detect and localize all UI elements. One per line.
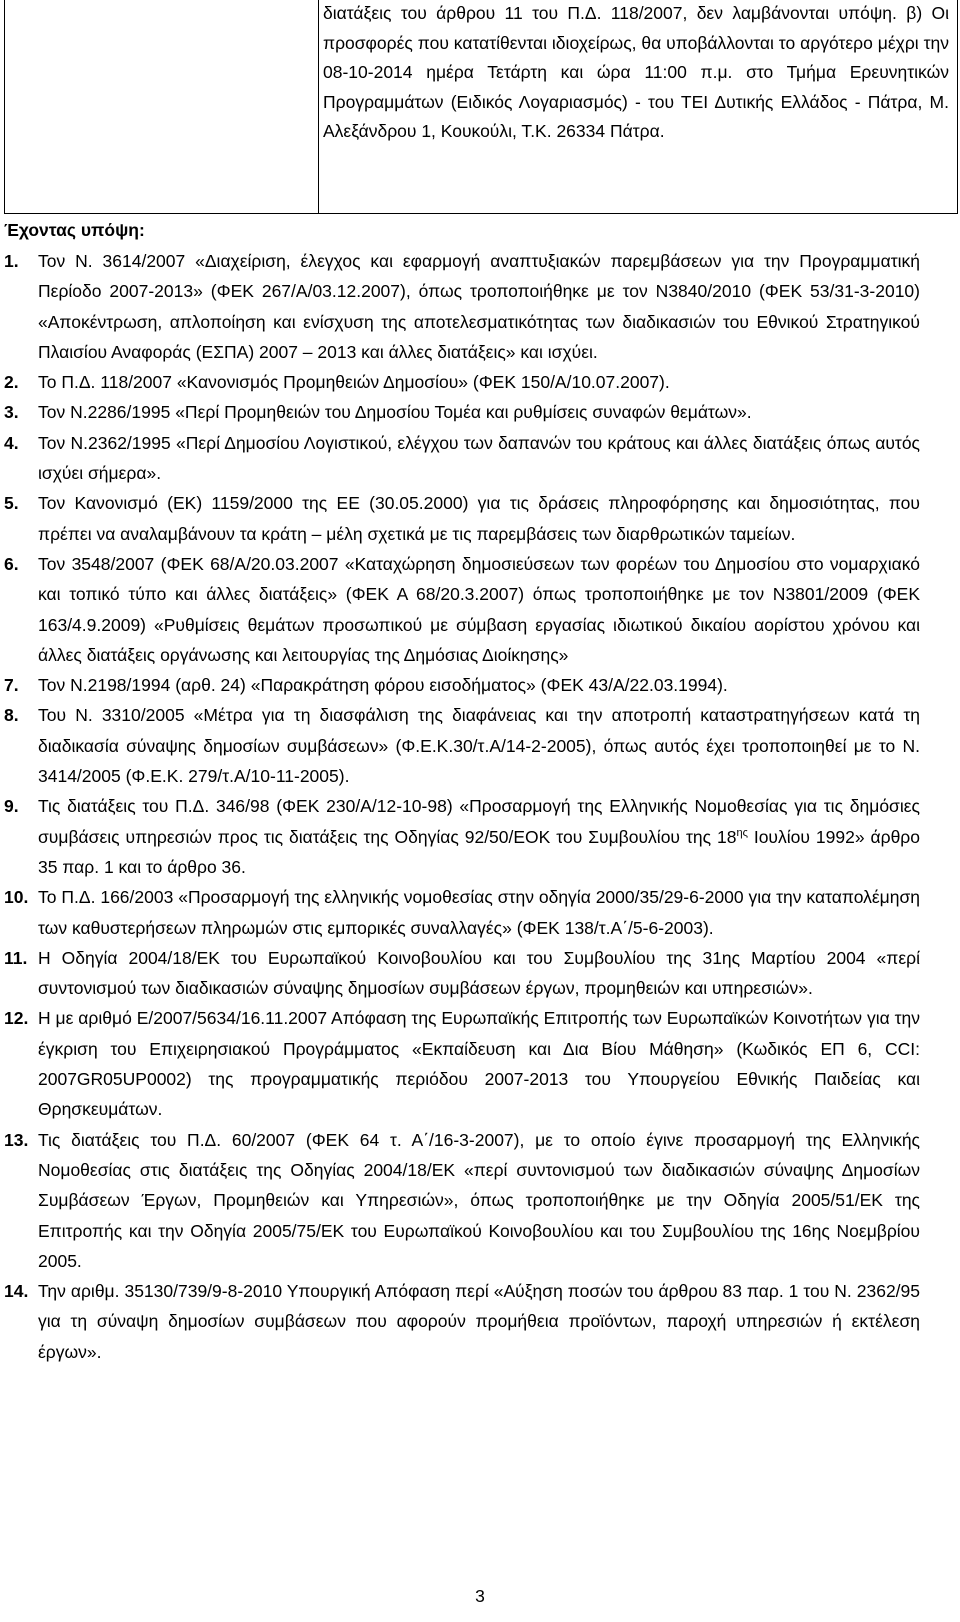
list-item (4, 882, 920, 943)
list-item-number: 5. (4, 493, 19, 514)
list-item-text: Το Π.Δ. 166/2003 «Προσαρμογή της ελληνικής νομοθεσίας στην οδηγία 2000/35/29-6-2000 για την καταπολέμηση των καθυστερήσεων πληρωμών στις εμπορικές συναλλαγές» (ΦΕΚ 138/τ.Α΄/5-6-2003). (38, 887, 920, 938)
list-item (4, 397, 920, 427)
list-item (4, 1276, 920, 1367)
list-item-text-part: Τις διατάξεις του Π.Δ. 346/98 (ΦΕΚ 230/Α/12-10-98) «Προσαρμογή της Ελληνικής Νομοθεσίας για τις δημόσιες συμβάσεις υπηρεσιών προς τις διατάξεις της Οδηγίας 92/50/ΕΟΚ του Συμβουλίου της 18 (38, 796, 920, 847)
list-item-text: Τον Ν.2362/1995 «Περί Δημοσίου Λογιστικού, ελέγχου των δαπανών του κράτους και άλλες διατάξεις όπως αυτός ισχύει σήμερα». (38, 432, 920, 484)
list-item-text-part: Ιουλίου 1992» άρθρο 35 παρ. 1 και το άρθρο 36. (38, 826, 920, 877)
list-item-text: Του Ν. 3310/2005 «Μέτρα για τη διασφάλιση της διαφάνειας και την αποτροπή καταστρατηγήσεων κατά τη διαδικασία σύναψης δημοσίων συμβάσεων» (Φ.Ε.Κ.30/τ.Α/14-2-2005), όπως αυτός έχει τροποποιηθεί με το Ν. 3414/2005 (Φ.Ε.Κ. 279/τ.Α/10-11-2005). (38, 705, 920, 787)
list-item-text: Τον 3548/2007 (ΦΕΚ 68/Α/20.03.2007 «Καταχώρηση δημοσιεύσεων των φορέων του Δημοσίου στο νομαρχιακό και τοπικό τύπο και άλλες διατάξεις» (ΦΕΚ Α 68/20.3.2007) όπως τροποποιήθηκε με τον Ν3801/2009 (ΦΕΚ 163/4.9.2009) «Ρυθμίσεις θεμάτων προσωπικού με σύμβαση εργασίας ιδιωτικού δικαίου αορίστου χρόνου και άλλες διατάξεις οργάνωσης και λειτουργίας της Δημόσιας Διοίκησης» (38, 553, 920, 665)
table-cell-text: διατάξεις του άρθρου 11 του Π.Δ. 118/2007, δεν λαμβάνονται υπόψη. β) Οι προσφορές που κατατίθενται ιδιοχείρως, θα υποβάλλονται το αργότερο μέχρι την 08-10-2014 ημέρα Τετάρτη και ώρα 11:00 π.μ. στο Τμήμα Ερευνητικών Προγραμμάτων (Ειδικός Λογαριασμός) - του ΤΕΙ Δυτικής Ελλάδος - Πάτρα, Μ. Αλεξάνδρου 1, Κουκούλι, Τ.Κ. 26334 Πάτρα. (323, 3, 949, 142)
list-item-number: 12. (4, 1008, 29, 1029)
list-item (4, 549, 920, 670)
list-item-text: Τις διατάξεις του Π.Δ. 60/2007 (ΦΕΚ 64 τ. Α΄/16-3-2007), με το οποίο έγινε προσαρμογή της Ελληνικής Νομοθεσίας στις διατάξεις της Οδηγίας 2004/18/ΕΚ «περί συντονισμού των διαδικασιών σύναψης Δημοσίων Συμβάσεων Έργων, Προμηθειών και Υπηρεσιών», όπως τροποποιήθηκε με την Οδηγία 2005/51/ΕΚ της Επιτροπής και την Οδηγία 2005/75/ΕΚ του Ευρωπαϊκού Κοινοβουλίου και του Συμβουλίου της 16ης Νοεμβρίου 2005. (38, 1129, 920, 1271)
list-item-number: 1. (4, 251, 19, 271)
info-table (4, 0, 958, 214)
list-item-text (38, 796, 920, 877)
list-item-number: 6. (4, 553, 19, 574)
list-item-number: 2. (4, 372, 19, 393)
list-item (4, 670, 920, 700)
list-item (4, 367, 920, 397)
list-item (4, 428, 920, 489)
list-item-text: Τον Ν.2198/1994 (αρθ. 24) «Παρακράτηση φόρου εισοδήματος» (ΦΕΚ 43/Α/22.03.1994). (38, 675, 728, 696)
list-item-number: 9. (4, 796, 19, 817)
list-item-text: Η Οδηγία 2004/18/ΕΚ του Ευρωπαϊκού Κοινοβουλίου και του Συμβουλίου της 31ης Μαρτίου 2004 «περί συντονισμού των διαδικασιών σύναψης δημοσίων συμβάσεων έργων, προμηθειών και υπηρεσιών». (38, 947, 920, 999)
list-item-number: 7. (4, 675, 19, 696)
list-item-text: Την αριθμ. 35130/739/9-8-2010 Υπουργική Απόφαση περί «Αύξηση ποσών του άρθρου 83 παρ. 1 του Ν. 2362/95 για τη σύναψη δημοσίων συμβάσεων που αφορούν προμήθεια προϊόντων, παροχή υπηρεσιών ή εκτέλεση έργων». (38, 1281, 920, 1362)
considerations-heading: Έχοντας υπόψη: (4, 220, 145, 240)
list-item (4, 791, 920, 882)
list-item-text: Η με αριθμό Ε/2007/5634/16.11.2007 Απόφαση της Ευρωπαϊκής Επιτροπής των Ευρωπαϊκών Κοινοτήτων για την έγκριση του Επιχειρησιακού Προγράμματος «Εκπαίδευση και Δια Βίου Μάθηση» (Κωδικός ΕΠ 6, CCI: 2007GR05UP0002) της προγραμματικής περιόδου 2007-2013 του Υπουργείου Εθνικής Παιδείας και Θρησκευμάτων. (38, 1008, 920, 1120)
list-item-number: 3. (4, 402, 19, 423)
list-item (4, 1003, 920, 1124)
list-item (4, 700, 920, 791)
list-item-number: 10. (4, 887, 29, 908)
list-item-number: 11. (4, 947, 28, 968)
list-item (4, 488, 920, 549)
ordinal-superscript: ης (736, 826, 748, 839)
list-item (4, 943, 920, 1004)
list-item-text: Τον Ν. 3614/2007 «Διαχείριση, έλεγχος και εφαρμογή αναπτυξιακών παρεμβάσεων για την Προγραμματική Περίοδο 2007-2013» (ΦΕΚ 267/Α/03.12.2007), όπως τροποποιήθηκε με τον Ν3840/2010 (ΦΕΚ 53/31-3-2010) «Αποκέντρωση, απλοποίηση και ενίσχυση της αποτελεσματικότητας των διαδικασιών του Εθνικού Στρατηγικού Πλαισίου Αναφοράς (ΕΣΠΑ) 2007 – 2013 και άλλες διατάξεις» και ισχύει. (38, 251, 920, 362)
list-item-number: 4. (4, 432, 19, 453)
list-item (4, 246, 920, 367)
list-item (4, 1125, 920, 1276)
list-item-text: Τον Κανονισμό (ΕΚ) 1159/2000 της ΕΕ (30.05.2000) για τις δράσεις πληροφόρησης και δημοσιότητας, που πρέπει να αναλαμβάνουν τα κράτη – μέλη σχετικά με τις παρεμβάσεις των διαρθρωτικών ταμείων. (38, 493, 920, 544)
table-column-divider (318, 0, 319, 213)
list-item-number: 14. (4, 1281, 29, 1302)
list-item-text: Τον Ν.2286/1995 «Περί Προμηθειών του Δημοσίου Τομέα και ρυθμίσεις συναφών θεμάτων». (38, 402, 752, 423)
list-item-text: Το Π.Δ. 118/2007 «Κανονισμός Προμηθειών Δημοσίου» (ΦΕΚ 150/Α/10.07.2007). (38, 372, 670, 393)
page-number: 3 (475, 1586, 485, 1606)
list-item-number: 13. (4, 1129, 29, 1150)
list-item-number: 8. (4, 705, 19, 726)
legal-references-list (4, 246, 920, 1367)
